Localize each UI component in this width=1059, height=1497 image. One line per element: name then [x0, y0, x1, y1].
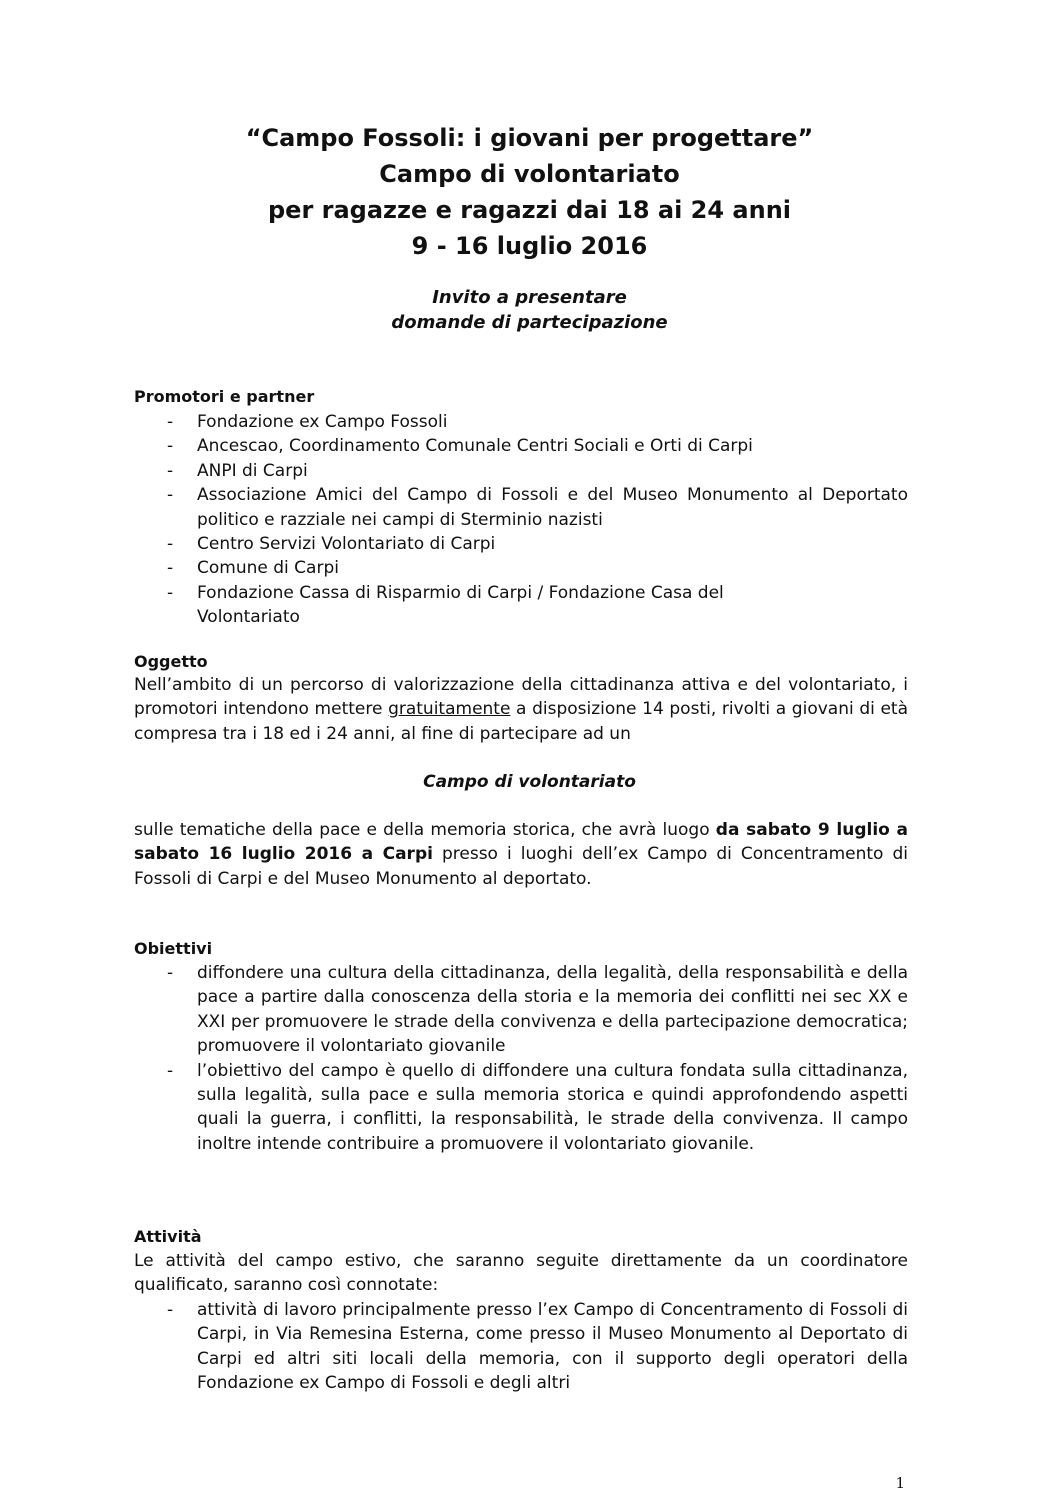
title-line-2: Campo di volontariato — [379, 160, 680, 188]
list-item: - diffondere una cultura della cittadinanza, della legalità, della responsabilità e della pace a partire dalla conoscenza della storia e la memoria dei conflitti nei sec XX e XXI per promuovere le strade della convivenza e della partecipazione democratica; promuovere il volontariato giovanile — [167, 963, 908, 1057]
section-heading-oggetto: Oggetto — [134, 652, 208, 671]
list-item: - l’obiettivo del campo è quello di diffondere una cultura fondata sulla cittadinanza, sulla legalità, sulla pace e sulla memoria storica e quindi approfondendo aspetti quali la guerra, i conflitti, la responsabilità, le strade della convivenza. Il campo inoltre intende contribuire a promuovere il volontariato giovanile. — [167, 1060, 908, 1154]
page-number: 1 — [895, 1474, 905, 1492]
section-heading-obiettivi: Obiettivi — [134, 939, 213, 958]
document-title — [0, 120, 1059, 264]
subtitle-line-2: domande di partecipazione — [391, 312, 668, 333]
campo-heading: Campo di volontariato — [423, 772, 636, 792]
underlined-text: gratuitamente — [388, 699, 511, 720]
section-heading-promotori: Promotori e partner — [134, 387, 315, 406]
promotori-list — [134, 410, 908, 630]
list-item: - Fondazione ex Campo Fossoli — [167, 412, 448, 432]
oggetto-paragraph-2: sulle tematiche della pace e della memoria storica, che avrà luogo da sabato 9 luglio a sabato 16 luglio 2016 a Carpi presso i luoghi dell’ex Campo di Concentramento di Fossoli di Carpi e del Museo Monumento al deportato. — [134, 820, 908, 889]
section-heading-attivita: Attività — [134, 1227, 202, 1246]
list-item: - Comune di Carpi — [167, 558, 339, 579]
subtitle-line-1: Invito a presentare — [432, 287, 627, 308]
document-subtitle — [0, 285, 1059, 335]
attivita-list — [134, 1298, 908, 1396]
list-item: - ANPI di Carpi — [167, 460, 308, 481]
list-item: - Centro Servizi Volontariato di Carpi — [167, 534, 496, 555]
attivita-intro: Le attività del campo estivo, che saranno seguite direttamente da un coordinatore qualificato, saranno così connotate: — [134, 1251, 908, 1296]
title-line-3: per ragazze e ragazzi dai 18 ai 24 anni — [267, 196, 792, 224]
title-line-4: 9 - 16 luglio 2016 — [411, 232, 648, 260]
list-item: - Fondazione Cassa di Risparmio di Carpi / Fondazione Casa del Volontariato — [167, 582, 724, 628]
title-line-1: “Campo Fossoli: i giovani per progettare” — [245, 124, 814, 152]
list-item: - Associazione Amici del Campo di Fossoli e del Museo Monumento al Deportato politico e razziale nei campi di Sterminio nazisti — [167, 485, 908, 530]
oggetto-paragraph: Nell’ambito di un percorso di valorizzazione della cittadinanza attiva e del volontariato, i promotori intendono mettere gratuitamente a disposizione 14 posti, rivolti a giovani di età compresa tra i 18 ed i 24 anni, al fine di partecipare ad un — [134, 675, 908, 744]
bold-dates: da sabato 9 luglio a sabato 16 luglio 2016 a Carpi — [134, 820, 908, 865]
obiettivi-list — [134, 961, 908, 1156]
list-item: - Ancescao, Coordinamento Comunale Centri Sociali e Orti di Carpi — [167, 436, 753, 457]
list-item: - attività di lavoro principalmente presso l’ex Campo di Concentramento di Fossoli di Carpi, in Via Remesina Esterna, come presso il Museo Monumento al Deportato di Carpi ed altri siti locali della memoria, con il supporto degli operatori della Fondazione ex Campo di Fossoli e degli altri — [167, 1300, 908, 1394]
